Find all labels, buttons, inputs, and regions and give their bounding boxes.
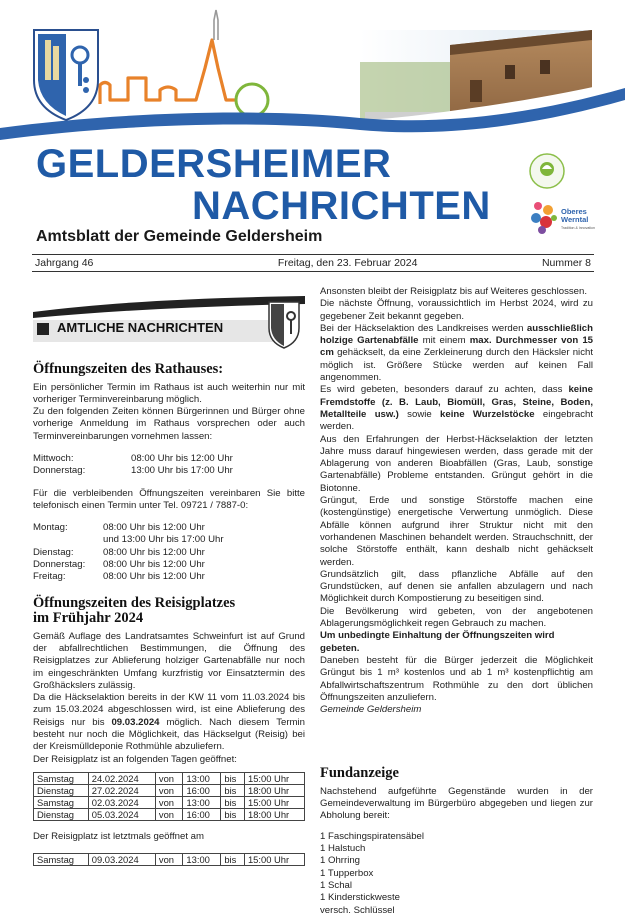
appt-day: Montag:: [33, 522, 68, 534]
masthead-subtitle: Amtsblatt der Gemeinde Geldersheim: [36, 228, 323, 245]
right-paragraph-5: Aus den Erfahrungen der Herbst-Häckselaktion der letzten Jahre muss darauf hingewiesen werden, dass gerade mit der Ablagerung von anderen Bioabfällen (Gras, Laub, sonstige Gartenabfälle) Probleme entstanden. Grüngut gehört in die Biotonne.: [320, 433, 593, 494]
right-paragraph-2: Die nächste Öffnung, voraussichtlich im Herbst 2024, wird zu gegebener Zeit bekannt gegeben.: [320, 298, 593, 322]
right-paragraph-4: Es wird gebeten, besonders darauf zu achten, dass keine Fremdstoffe (z. B. Laub, Biomüll, Gras, Steine, Boden, Metallteile usw.) sowie keine Wurzelstöcke eingebracht werden.: [320, 384, 593, 433]
oberes-werntal-subtext: Tradition & Innovation: [561, 226, 595, 230]
list-item: 1 Halstuch: [320, 843, 366, 855]
appt-day: [33, 534, 103, 546]
left-column: [33, 296, 305, 866]
right-paragraph-9: Um unbedingte Einhaltung der Öffnungszeiten wird gebeten.: [320, 630, 555, 654]
appt-time: 08:00 Uhr bis 12:00 Uhr: [103, 559, 205, 571]
rathaus-appointment-note: Für die verbleibenden Öffnungszeiten vereinbaren Sie bitte telefonisch einen Termin unter Tel. 09721 / 7887-0:: [33, 487, 305, 511]
right-signature: Gemeinde Geldersheim: [320, 704, 422, 716]
skyline-orange: [100, 40, 236, 104]
table-row: Samstag 24.02.2024 von 13:00 bis 15:00 Uhr: [34, 772, 305, 784]
reisig-paragraph-2: Da die Häckselaktion bereits in der KW 11 vom 11.03.2024 bis zum 15.03.2024 abgeschlossen wird, ist eine Ablieferung des Reisigs nur bis 09.03.2024 möglich. Nach diesem Termin besteht nur noch die Möglichkeit, das Häckselgut (Reisig) bei der Kreismülldeponie Rothmühle abzuliefern.: [33, 692, 305, 753]
open-time: 08:00 Uhr bis 12:00 Uhr: [131, 452, 233, 464]
list-item: 1 Ohrring: [320, 855, 360, 867]
list-item: 1 Tupperbox: [320, 867, 374, 879]
photo-window: [505, 65, 515, 79]
list-item: versch. Schlüssel: [320, 904, 395, 916]
right-paragraph-8: Die Bevölkerung wird gebeten, von der angebotenen Ablagerungsmöglichkeit regen Gebrauch zu machen.: [320, 605, 593, 630]
issue-number: Nummer 8: [541, 257, 591, 269]
appt-time: 08:00 Uhr bis 12:00 Uhr: [103, 522, 205, 534]
rathaus-open-hours: [33, 453, 305, 478]
issue-date: Freitag, den 23. Februar 2024: [277, 257, 418, 269]
reisig-last-label: Der Reisigplatz ist letztmals geöffnet am: [33, 830, 204, 842]
appt-time: 08:00 Uhr bis 12:00 Uhr: [103, 546, 205, 558]
right-paragraph-10: Daneben besteht für die Bürger jederzeit die Möglichkeit Grüngut bis 1 m³ kostenlos und ab 1 m³ kostenpflichtig am Abfallwirtschaftszentrum Rothmühle zu den dort üblichen Öffnungszeiten anzuliefern.: [320, 654, 593, 703]
open-time: 13:00 Uhr bis 17:00 Uhr: [131, 465, 233, 477]
reisig-paragraph-3: Der Reisigplatz ist an folgenden Tagen geöffnet:: [33, 753, 237, 765]
reisig-schedule-table: [33, 772, 305, 821]
table-row: Dienstag 27.02.2024 von 16:00 bis 18:00 Uhr: [34, 784, 305, 796]
photo-door: [470, 80, 482, 102]
issue-volume: Jahrgang 46: [35, 257, 94, 269]
rathaus-heading: Öffnungszeiten des Rathauses:: [33, 361, 224, 377]
appt-day: Donnerstag:: [33, 559, 86, 571]
masthead-graphic: [0, 0, 625, 145]
open-day: Mittwoch:: [33, 452, 74, 464]
table-row: Dienstag 05.03.2024 von 16:00 bis 18:00 Uhr: [34, 808, 305, 820]
reisig-heading-line2: im Frühjahr 2024: [33, 610, 144, 627]
fund-intro: Nachstehend aufgeführte Gegenstände wurden in der Gemeindeverwaltung im Bürgerbüro abgegeben und liegen zur Abholung bereit:: [320, 785, 593, 822]
appt-day: Freitag:: [33, 571, 66, 583]
rathaus-intro-2: Zu den folgenden Zeiten können Bürgerinnen und Bürger ohne vorherige Anmeldung im Rathaus vorsprechen oder auch Terminvereinbarungen vornehmen lassen:: [33, 406, 305, 442]
reisig-heading-line1: Öffnungszeiten des Reisigplatzes: [33, 594, 236, 611]
list-item: 1 Schal: [320, 879, 352, 891]
reisig-last-table: [33, 853, 305, 866]
church-spire: [214, 10, 218, 40]
fund-item-list: [320, 831, 593, 917]
right-paragraph-1: Ansonsten bleibt der Reisigplatz bis auf Weiteres geschlossen.: [320, 286, 587, 297]
appt-time: 08:00 Uhr bis 12:00 Uhr: [103, 571, 205, 583]
appt-day: Dienstag:: [33, 546, 74, 558]
section-header-amtliche: [33, 296, 305, 352]
masthead-title-line2: NACHRICHTEN: [192, 184, 491, 228]
tree-green: [236, 84, 268, 116]
right-paragraph-6: Grüngut, Erde und sonstige Störstoffe machen eine (kostengünstige) energetische Verwertung unmöglich. Diese Abfälle können aufgrund ihrer Struktur nicht mit den vorhandenen Maschinen behandelt werden. Strauchschnitt, der solche Störstoffe enthält, kann deshalb nicht gehäckselt werden.: [320, 495, 593, 568]
oberes-werntal-text: Oberes Werntal: [561, 207, 589, 224]
right-column: [320, 286, 593, 917]
section-header-label: AMTLICHE NACHRICHTEN: [57, 320, 224, 335]
coat-of-arms: [34, 30, 98, 120]
masthead-title-line1: GELDERSHEIMER: [36, 142, 392, 186]
appt-time: und 13:00 Uhr bis 17:00 Uhr: [103, 534, 224, 546]
rathaus-intro-1: Ein persönlicher Termin im Rathaus ist auch weiterhin nur mit vorheriger Terminvereinbarung möglich.: [33, 381, 305, 405]
open-day: Donnerstag:: [33, 465, 86, 477]
issue-info-bar: [32, 254, 594, 272]
section-header-square-icon: [37, 323, 49, 335]
list-item: 1 Faschingspiratensäbel: [320, 830, 424, 842]
right-paragraph-7: Grundsätzlich gilt, dass pflanzliche Abfälle auf den Grundstücken, auf denen sie anfallen abzulagern und nach Möglichkeit durch Kompostierung zu beseitigen sind.: [320, 568, 593, 605]
right-paragraph-3: Bei der Häckselaktion des Landkreises werden ausschließlich holzige Gartenabfälle mit einem max. Durchmesser von 15 cm gehäckselt, da eine Zerkleinerung durch den Häcksler nicht möglich ist. Größere Stücke werden auf keinen Fall angenommen.: [320, 322, 594, 384]
reisig-paragraph-1: Gemäß Auflage des Landratsamtes Schweinfurt ist auf Grund der abfallrechtlichen Bestimmungen, die Öffnung des Reisigplatzes zur Ablieferung holziger Gartenabfälle nur noch im eingeschränkten Umfang kurzfristig vor Einsatztermin des Großhäckslers zulässig.: [33, 630, 305, 691]
eco-badge-logo: [528, 152, 566, 190]
table-row: Samstag 09.03.2024 von 13:00 bis 15:00 Uhr: [34, 854, 305, 866]
list-item: 1 Kinderstickweste: [320, 892, 400, 904]
table-row: Samstag 02.03.2024 von 13:00 bis 15:00 Uhr: [34, 796, 305, 808]
oberes-werntal-logo: [528, 198, 598, 242]
fund-heading: Fundanzeige: [320, 765, 399, 782]
rathaus-appointment-hours: [33, 522, 305, 583]
photo-window-2: [540, 60, 550, 74]
masthead: [0, 0, 625, 140]
